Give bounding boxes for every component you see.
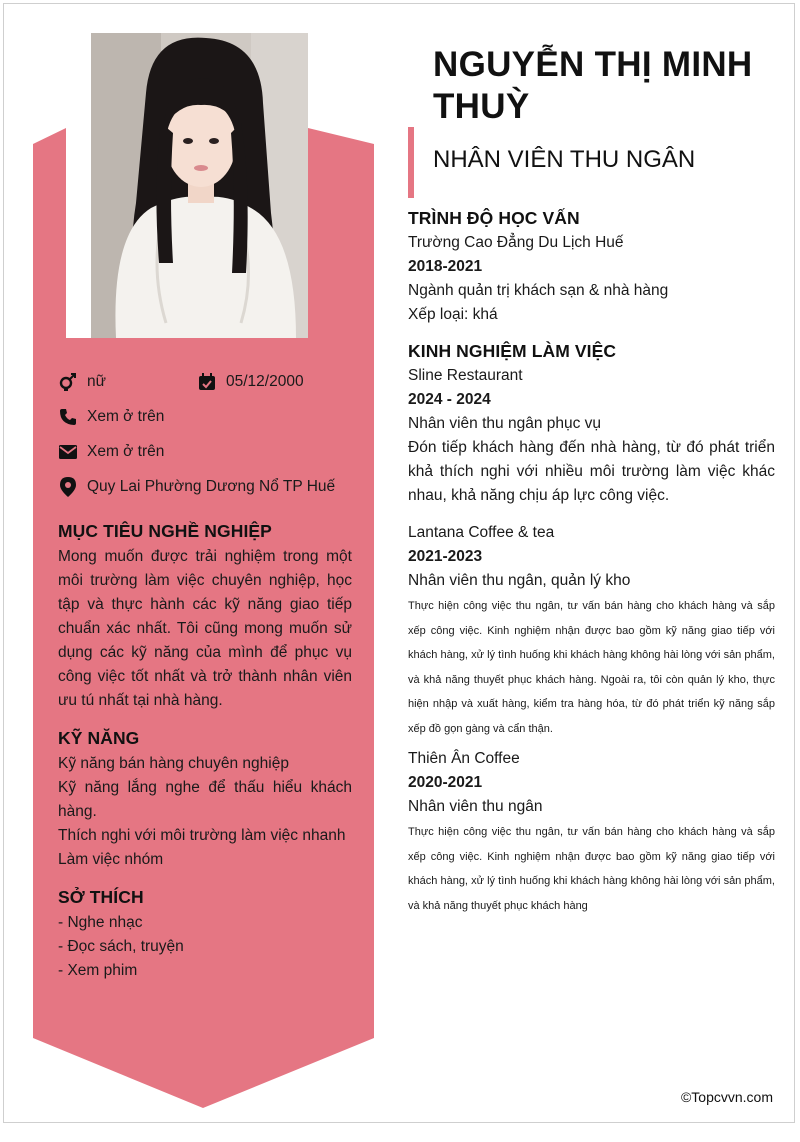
objective-title: MỤC TIÊU NGHỀ NGHIỆP [58,521,272,541]
gender-icon [58,372,78,392]
education-school: Trường Cao Đẳng Du Lịch Huế [408,234,624,251]
education-title: TRÌNH ĐỘ HỌC VẤN [408,208,580,228]
job-role: Nhân viên thu ngân [408,798,543,815]
profile-photo [91,33,308,338]
job-company: Sline Restaurant [408,367,523,384]
experience-section [408,341,775,508]
birthday-value: 05/12/2000 [226,373,304,390]
job-description: Thực hiện công việc thu ngân, tư vấn bán hàng cho khách hàng và sắp xếp công việc. Kinh nghiệm nhận được bao gồm kỹ năng giao tiếp với khách hàng, xử lý tình huống khi khách hàng không hài lòng với sản phẩm, và khả năng thuyết phục khách hàng. Ngoài ra, tôi còn quản lý kho, thực hiện nhập và xuất hàng, kiểm tra hàng hóa, từ đó phát triển kỹ năng sắp xếp đồ gọn gàng và cẩn thận. [408,600,775,735]
education-grade: Xếp loại: khá [408,306,498,323]
job-role: Nhân viên thu ngân, quản lý kho [408,572,631,589]
job-entry [408,364,775,508]
copyright-footer: ©Topcvvn.com [680,1089,773,1105]
phone-value: Xem ở trên [87,408,165,425]
birthday-row [197,370,304,394]
education-major: Ngành quản trị khách sạn & nhà hàng [408,282,669,299]
location-icon [58,477,78,497]
job-title: NHÂN VIÊN THU NGÂN [433,146,696,173]
skills-section [58,728,352,872]
email-row [58,440,164,464]
education-section [408,208,775,327]
hobby-item: - Nghe nhạc [58,914,143,931]
job-entry [408,747,775,918]
phone-row [58,405,164,429]
skill-item: Thích nghi với môi trường làm việc nhanh [58,827,346,844]
title-accent-bar [408,127,414,198]
job-entry [408,521,775,742]
experience-title: KINH NGHIỆM LÀM VIỆC [408,341,617,361]
gender-value: nữ [87,373,106,390]
address-row [58,475,335,499]
gender-row [58,370,106,394]
hobbies-title: SỞ THÍCH [58,887,144,907]
email-icon [58,442,78,462]
job-company: Thiên Ân Coffee [408,750,520,767]
skill-item: Kỹ năng lắng nghe để thấu hiểu khách hàng. [58,779,352,820]
job-years: 2020-2021 [408,774,483,791]
phone-icon [58,407,78,427]
job-company: Lantana Coffee & tea [408,524,555,541]
skill-item: Kỹ năng bán hàng chuyên nghiệp [58,755,289,772]
job-years: 2021-2023 [408,548,483,565]
hobby-item: - Xem phim [58,962,138,979]
skills-title: KỸ NĂNG [58,728,140,748]
address-value: Quy Lai Phường Dương Nổ TP Huế [87,478,336,495]
hobby-item: - Đọc sách, truyện [58,938,184,955]
calendar-icon [197,372,217,392]
job-role: Nhân viên thu ngân phục vụ [408,415,602,432]
job-description: Đón tiếp khách hàng đến nhà hàng, từ đó phát triển khả thích nghi với nhiều môi trường làm việc khác nhau, khả năng chịu áp lực công việc. [408,439,775,504]
objective-text: Mong muốn được trải nghiệm trong một môi trường làm việc chuyên nghiệp, học tập và thực hành các kỹ năng giao tiếp chuẩn xác nhất. Tôi cũng mong muốn sử dụng các kỹ năng của mình để phục vụ công việc tốt nhất và trở thành nhân viên ưu tú nhất tại nhà hàng. [58,548,352,709]
job-years: 2024 - 2024 [408,391,491,408]
email-value: Xem ở trên [87,443,165,460]
skill-item: Làm việc nhóm [58,851,164,868]
job-description: Thực hiện công việc thu ngân, tư vấn bán hàng cho khách hàng và sắp xếp công việc. Kinh nghiệm nhận được bao gồm kỹ năng giao tiếp với khách hàng, xử lý tình huống khi khách hàng không hài lòng với sản phẩm, và khả năng thuyết phục khách hàng [408,826,775,912]
candidate-name: NGUYỄN THỊ MINH THUỲ [433,45,753,126]
objective-section [58,521,352,713]
hobbies-section [58,887,352,983]
education-years: 2018-2021 [408,258,483,275]
